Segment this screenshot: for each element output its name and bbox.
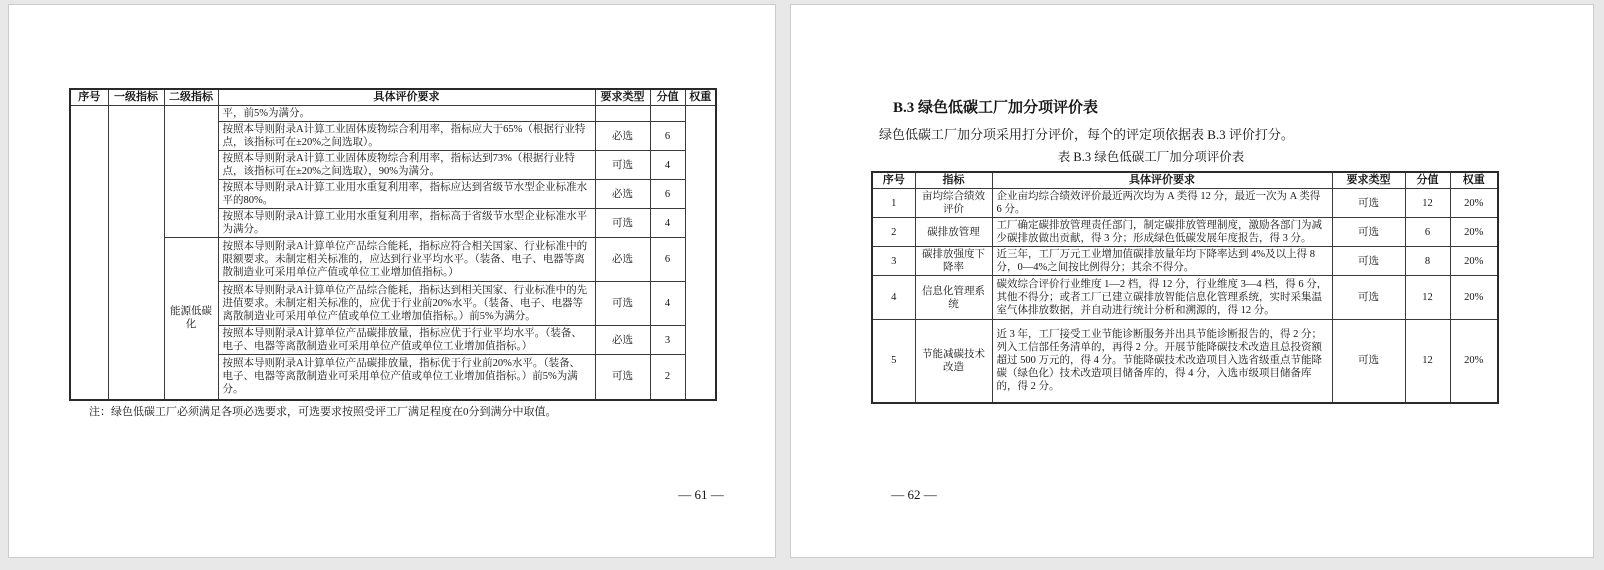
col-header-type: 要求类型 (1332, 172, 1405, 189)
req-type-cell: 可选 (1332, 276, 1405, 320)
col-header-type: 要求类型 (595, 89, 650, 106)
level2-indicator-cell (164, 106, 218, 238)
req-type-cell: 可选 (595, 151, 650, 180)
requirement-cell: 按照本导则附录A计算工业固体废物综合利用率，指标达到73%（根据行业特点，该指标可在±20%之间选取），90%为满分。 (218, 151, 595, 180)
bonus-items-evaluation-table (871, 171, 1499, 404)
col-header-index: 序号 (872, 172, 915, 189)
page-number: — 61 — (678, 487, 724, 502)
req-type-cell (595, 106, 650, 122)
indicator-cell: 亩均综合绩效评价 (915, 189, 992, 218)
req-type-cell: 可选 (595, 209, 650, 238)
requirement-cell: 碳效综合评价行业维度 1—2 档，得 12 分，行业维度 3—4 档，得 6 分，其他不得分；或者工厂已建立碳排放智能信息化管理系统，实时采集温室气体排放数据，并自动进行统计分析和溯源的，得 12 分。 (992, 276, 1332, 320)
indicator-cell: 碳排放强度下降率 (915, 247, 992, 276)
table-row (872, 247, 1498, 276)
index-cell: 1 (872, 189, 915, 218)
requirement-cell: 近三年，工厂万元工业增加值碳排放量年均下降率达到 4%及以上得 8 分，0—4%之间按比例得分；其余不得分。 (992, 247, 1332, 276)
indicator-cell: 碳排放管理 (915, 218, 992, 247)
req-type-cell: 可选 (1332, 189, 1405, 218)
col-header-level2-indicator: 二级指标 (164, 89, 218, 106)
requirement-cell: 按照本导则附录A计算工业用水重复利用率，指标高于省级节水型企业标准水平为满分。 (218, 209, 595, 238)
score-cell: 12 (1405, 320, 1450, 403)
requirement-cell: 近 3 年，工厂接受工业节能诊断服务并出具节能诊断报告的，得 2 分；列入工信部任务清单的，再得 2 分。开展节能降碳技术改造且总投资额超过 500 万元的，得 4 分。节能降碳技术改造项目入选省级重点节能降碳（绿色化）技术改造项目储备库的，得 4 分，入选市级项目储备库的，得 2 分。 (992, 320, 1332, 403)
col-header-requirement: 具体评价要求 (218, 89, 595, 106)
req-type-cell: 必选 (595, 326, 650, 355)
indicator-cell: 节能减碳技术改造 (915, 320, 992, 403)
req-type-cell: 必选 (595, 180, 650, 209)
score-cell: 4 (650, 209, 685, 238)
intro-paragraph: 绿色低碳工厂加分项采用打分评价，每个的评定项依据表 B.3 评价打分。 (879, 127, 1294, 142)
score-cell: 8 (1405, 247, 1450, 276)
table-note: 注：绿色低碳工厂必须满足各项必选要求，可选要求按照受评工厂满足程度在0分到满分中取值。 (89, 406, 557, 418)
document-page-61 (8, 4, 776, 558)
requirement-cell: 按照本导则附录A计算单位产品碳排放量，指标优于行业前20%水平。（装备、电子、电器等离散制造业可采用单位产值或单位工业增加值指标。）前5%为满分。 (218, 355, 595, 400)
evaluation-requirements-table (69, 88, 717, 401)
weight-cell: 20% (1450, 247, 1498, 276)
table-row (70, 106, 716, 122)
index-cell: 5 (872, 320, 915, 403)
table-row (70, 238, 716, 282)
score-cell: 6 (650, 180, 685, 209)
requirement-cell: 按照本导则附录A计算工业用水重复利用率，指标应达到省级节水型企业标准水平的80%。 (218, 180, 595, 209)
level1-indicator-cell (108, 106, 164, 400)
document-page-62 (790, 4, 1594, 558)
score-cell: 4 (650, 151, 685, 180)
table-row (872, 320, 1498, 403)
section-title-b3: B.3 绿色低碳工厂加分项评价表 (893, 100, 1099, 116)
col-header-weight: 权重 (685, 89, 716, 106)
score-cell: 4 (650, 282, 685, 326)
req-type-cell: 可选 (1332, 247, 1405, 276)
req-type-cell: 可选 (1332, 320, 1405, 403)
col-header-requirement: 具体评价要求 (992, 172, 1332, 189)
col-header-level1-indicator: 一级指标 (108, 89, 164, 106)
score-cell: 6 (650, 122, 685, 151)
table-header-row (70, 89, 716, 106)
indicator-cell: 信息化管理系统 (915, 276, 992, 320)
score-cell: 12 (1405, 189, 1450, 218)
weight-cell: 20% (1450, 320, 1498, 403)
req-type-cell: 必选 (595, 238, 650, 282)
requirement-cell: 按照本导则附录A计算单位产品综合能耗，指标应符合相关国家、行业标准中的限额要求。未制定相关标准的，应达到行业平均水平。（装备、电子、电器等离散制造业可采用单位产值或单位工业增加值指标。） (218, 238, 595, 282)
requirement-cell: 按照本导则附录A计算工业固体废物综合利用率，指标应大于65%（根据行业特点，该指标可在±20%之间选取）。 (218, 122, 595, 151)
col-header-weight: 权重 (1450, 172, 1498, 189)
col-header-indicator: 指标 (915, 172, 992, 189)
weight-cell: 20% (1450, 218, 1498, 247)
req-type-cell: 可选 (595, 355, 650, 400)
index-cell: 3 (872, 247, 915, 276)
score-cell: 6 (1405, 218, 1450, 247)
score-cell: 12 (1405, 276, 1450, 320)
req-type-cell: 可选 (595, 282, 650, 326)
requirement-cell: 按照本导则附录A计算单位产品综合能耗，指标达到相关国家、行业标准中的先进值要求。未制定相关标准的，应优于行业前20%水平。（装备、电子、电器等离散制造业可采用单位产值或单位工业增加值指标。）前5%为满分。 (218, 282, 595, 326)
level2-indicator-cell: 能源低碳化 (164, 238, 218, 400)
table-row (872, 218, 1498, 247)
weight-cell: 20% (1450, 189, 1498, 218)
col-header-score: 分值 (650, 89, 685, 106)
table-row (872, 189, 1498, 218)
score-cell: 3 (650, 326, 685, 355)
table-caption: 表 B.3 绿色低碳工厂加分项评价表 (1057, 150, 1245, 164)
index-cell: 2 (872, 218, 915, 247)
score-cell: 2 (650, 355, 685, 400)
col-header-index: 序号 (70, 89, 108, 106)
requirement-cell: 按照本导则附录A计算单位产品碳排放量，指标应优于行业平均水平。（装备、电子、电器等离散制造业可采用单位产值或单位工业增加值指标。） (218, 326, 595, 355)
req-type-cell: 可选 (1332, 218, 1405, 247)
table-row (872, 276, 1498, 320)
page-number: — 62 — (891, 487, 937, 502)
req-type-cell: 必选 (595, 122, 650, 151)
index-cell (70, 106, 108, 400)
requirement-cell: 工厂确定碳排放管理责任部门，制定碳排放管理制度，激励各部门为减少碳排放做出贡献，得 3 分；形成绿色低碳发展年度报告，得 3 分。 (992, 218, 1332, 247)
col-header-score: 分值 (1405, 172, 1450, 189)
index-cell: 4 (872, 276, 915, 320)
score-cell: 6 (650, 238, 685, 282)
requirement-cell: 平，前5%为满分。 (218, 106, 595, 122)
table-header-row (872, 172, 1498, 189)
weight-cell: 20% (1450, 276, 1498, 320)
weight-cell (685, 106, 716, 400)
requirement-cell: 企业亩均综合绩效评价最近两次均为 A 类得 12 分，最近一次为 A 类得 6 分。 (992, 189, 1332, 218)
score-cell (650, 106, 685, 122)
